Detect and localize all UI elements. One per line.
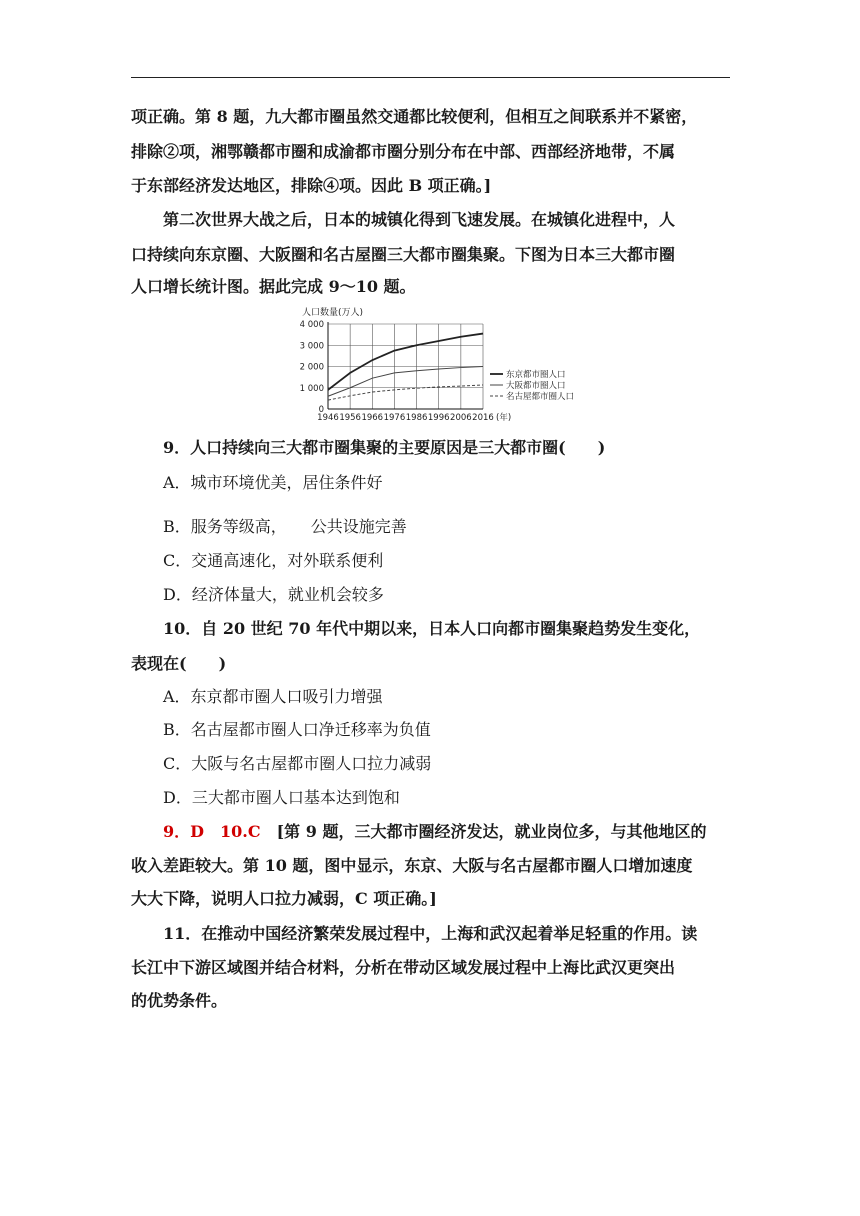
x-tick-label: 1946 bbox=[317, 413, 339, 423]
x-axis-unit: (年) bbox=[496, 413, 512, 423]
x-tick-label: 2016 bbox=[472, 413, 494, 423]
q9-option-d: D．经济体量大，就业机会较多 bbox=[163, 585, 384, 604]
header-rule bbox=[131, 77, 730, 78]
series-line-1 bbox=[328, 367, 483, 397]
x-tick-label: 1956 bbox=[339, 413, 361, 423]
y-tick-label: 0 bbox=[318, 405, 324, 415]
answer-explanation-1: [第 9 题，三大都市圈经济发达，就业岗位多，与其他地区的 bbox=[260, 822, 707, 841]
q11-line-2: 长江中下游区域图并结合材料，分析在带动区域发展过程中上海比武汉更突出 bbox=[131, 958, 676, 977]
chart-ylabel: 人口数量(万人) bbox=[302, 308, 364, 318]
population-line-chart bbox=[296, 305, 626, 430]
q10-stem-line-1: 10．自 20 世纪 70 年代中期以来，日本人口向都市圈集聚趋势发生变化， bbox=[163, 619, 701, 638]
y-tick-label: 1 000 bbox=[299, 383, 324, 394]
series-line-0 bbox=[328, 334, 483, 390]
y-tick-label: 3 000 bbox=[299, 341, 324, 352]
y-tick-label: 4 000 bbox=[299, 320, 324, 330]
q9-option-c: C．交通高速化，对外联系便利 bbox=[163, 551, 384, 570]
intro-line-1: 第二次世界大战之后，日本的城镇化得到飞速发展。在城镇化进程中，人 bbox=[163, 210, 676, 229]
q9-option-a: A．城市环境优美，居住条件好 bbox=[163, 473, 383, 492]
answer-line-3: 大大下降，说明人口拉力减弱，C 项正确。] bbox=[131, 889, 437, 908]
q10-option-b: B．名古屋都市圈人口净迁移率为负值 bbox=[163, 720, 431, 739]
q10-option-d: D．三大都市圈人口基本达到饱和 bbox=[163, 788, 400, 807]
prev-answer-line-3: 于东部经济发达地区，排除④项。因此 B 项正确。] bbox=[131, 176, 492, 195]
x-tick-label: 2006 bbox=[450, 413, 472, 423]
chart-legend bbox=[490, 369, 574, 402]
answer-line-2: 收入差距较大。第 10 题，图中显示，东京、大阪与名古屋都市圈人口增加速度 bbox=[131, 856, 693, 875]
q11-line-1: 11．在推动中国经济繁荣发展过程中，上海和武汉起着举足轻重的作用。读 bbox=[163, 924, 698, 943]
answer-key: 9．D 10.C bbox=[163, 822, 261, 841]
y-tick-label: 2 000 bbox=[299, 362, 324, 373]
q9-stem: 9．人口持续向三大都市圈集聚的主要原因是三大都市圈( ) bbox=[163, 438, 606, 457]
legend-label-1: 大阪都市圈人口 bbox=[506, 381, 566, 391]
x-tick-label: 1986 bbox=[405, 413, 428, 423]
x-tick-label: 1966 bbox=[361, 413, 384, 423]
q10-option-c: C．大阪与名古屋都市圈人口拉力减弱 bbox=[163, 754, 432, 773]
prev-answer-line-2: 排除②项，湘鄂赣都市圈和成渝都市圈分别分布在中部、西部经济地带，不属 bbox=[131, 142, 676, 161]
q10-option-a: A．东京都市圈人口吸引力增强 bbox=[163, 687, 383, 706]
x-tick-label: 1976 bbox=[383, 413, 406, 423]
legend-label-0: 东京都市圈人口 bbox=[506, 370, 566, 380]
chart-lines bbox=[328, 334, 483, 401]
q11-line-3: 的优势条件。 bbox=[131, 991, 228, 1010]
chart-x-ticks bbox=[317, 412, 511, 423]
q9-option-b: B．服务等级高， 公共设施完善 bbox=[163, 517, 407, 536]
intro-line-3: 人口增长统计图。据此完成 9～10 题。 bbox=[131, 277, 416, 296]
chart-y-ticks bbox=[300, 320, 324, 415]
q10-stem-line-2: 表现在( ) bbox=[131, 654, 227, 673]
x-tick-label: 1996 bbox=[427, 413, 450, 423]
legend-label-2: 名古屋都市圈人口 bbox=[506, 392, 575, 402]
intro-line-2: 口持续向东京圈、大阪圈和名古屋圈三大都市圈集聚。下图为日本三大都市圈 bbox=[131, 245, 676, 264]
answer-line-1 bbox=[163, 822, 706, 842]
prev-answer-line-1: 项正确。第 8 题，九大都市圈虽然交通都比较便利，但相互之间联系并不紧密， bbox=[131, 107, 698, 126]
chart-grid bbox=[328, 322, 483, 409]
